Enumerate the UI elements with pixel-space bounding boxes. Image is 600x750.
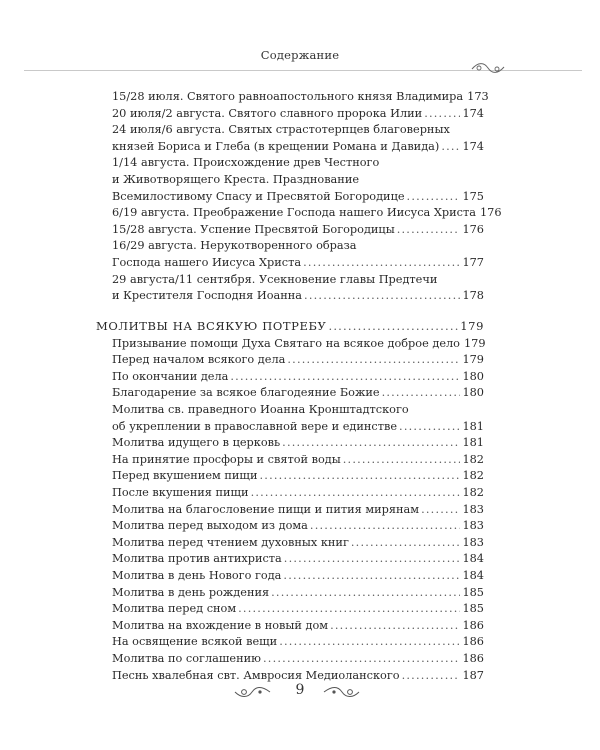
dot-leader — [230, 369, 460, 385]
toc-page-number: 173 — [467, 90, 489, 103]
dot-leader — [283, 568, 460, 584]
toc-entry[interactable] — [112, 288, 484, 304]
toc-entry[interactable] — [112, 336, 484, 352]
dot-leader — [424, 106, 460, 122]
toc-entry[interactable] — [112, 518, 484, 534]
toc-page-number: 184 — [462, 569, 484, 582]
toc-entry[interactable] — [112, 89, 489, 105]
dot-leader — [303, 255, 460, 271]
toc-page-number: 182 — [462, 486, 484, 499]
toc-page-number: 181 — [462, 436, 484, 450]
toc-entry-title: Молитва перед выходом из дома — [112, 519, 308, 533]
toc-page-number: 174 — [462, 106, 484, 120]
toc-page-number: 174 — [462, 139, 484, 153]
toc-entry-title: 20 июля/2 августа. Святого славного пророка Илии — [112, 106, 423, 120]
toc-entry-title: Перед началом всякого дела — [112, 353, 286, 367]
toc-entry[interactable] — [112, 551, 484, 567]
toc-entry-title: Молитва идущего в церковь — [112, 436, 281, 450]
toc-entry-line: 29 августа/11 сентября. Усекновение главы Предтечи — [112, 272, 438, 286]
toc-entry-title: На освящение всякой вещи — [112, 635, 278, 649]
toc-page-number: 177 — [462, 256, 484, 269]
toc-entry-title: Всемилостивому Спасу и Пресвятой Богородице — [112, 189, 405, 203]
toc-entry[interactable] — [112, 139, 484, 155]
dot-leader — [251, 485, 461, 501]
dot-leader — [310, 518, 461, 534]
toc-page-number: 183 — [462, 519, 484, 533]
toc-entry-title: По окончании дела — [112, 369, 229, 383]
toc-page-number: 180 — [462, 369, 484, 383]
toc-entry-title: Молитва на благословение пищи и пития мирянам — [112, 502, 420, 516]
toc-entry-title: Молитва на вхождение в новый дом — [112, 618, 329, 632]
toc-entry-title: 15/28 июля. Святого равноапостольного князя Владимира — [112, 90, 464, 103]
toc-entry[interactable] — [112, 585, 484, 601]
dot-leader — [279, 634, 460, 650]
toc-page-number: 182 — [462, 469, 484, 483]
toc-entry[interactable] — [112, 568, 484, 584]
toc-entry[interactable] — [112, 601, 484, 617]
toc-entry-title: После вкушения пищи — [112, 486, 249, 499]
toc-entry-title: Господа нашего Иисуса Христа — [112, 256, 302, 269]
toc-entry-line: 24 июля/6 августа. Святых страстотерпцев благоверных — [112, 123, 450, 137]
dot-leader — [399, 419, 460, 435]
toc-page-number: 180 — [462, 386, 484, 400]
page-number: 9 — [295, 682, 305, 698]
section-heading[interactable] — [96, 318, 484, 334]
toc-entry-title: Молитва в день рождения — [112, 585, 270, 599]
toc-entry-title: и Крестителя Господня Иоанна — [112, 289, 303, 303]
toc-entry[interactable] — [112, 205, 502, 221]
dot-leader — [263, 651, 460, 667]
toc-page-number: 183 — [462, 535, 484, 549]
toc-entry[interactable] — [112, 385, 484, 401]
dot-leader — [330, 618, 460, 634]
toc-entry-title: Призывание помощи Духа Святаго на всякое доброе дело — [112, 336, 460, 350]
right-flourish-ornament — [322, 684, 362, 700]
toc-page-number: 185 — [462, 602, 484, 616]
toc-page-number: 176 — [479, 206, 502, 220]
dot-leader — [407, 189, 461, 205]
dot-leader — [441, 139, 460, 155]
toc-entry-line: и Животворящего Креста. Празднование — [112, 173, 360, 186]
toc-entry-title: Благодарение за всякое благодеяние Божие — [112, 386, 380, 400]
toc-entry[interactable] — [112, 651, 484, 667]
toc-entry-title: князей Бориса и Глеба (в крещении Романа и Давида) — [112, 139, 440, 153]
toc-entry[interactable] — [112, 535, 484, 551]
toc-entry[interactable] — [112, 618, 484, 634]
toc-entry[interactable] — [112, 352, 484, 368]
toc-page-number: 186 — [462, 652, 484, 665]
toc-entry-title: Молитва по соглашению — [112, 652, 261, 665]
toc-entry-title: 15/28 августа. Успение Пресвятой Богородицы — [112, 222, 395, 236]
dot-leader — [284, 551, 461, 567]
toc-page-number: 183 — [462, 502, 484, 516]
toc-entry-title: Песнь хвалебная свт. Амвросия Медиоланского — [112, 668, 400, 682]
flourish-ornament — [470, 60, 506, 76]
toc-entry-title: МОЛИТВЫ НА ВСЯКУЮ ПОТРЕБУ — [96, 319, 327, 333]
toc-page-number: 179 — [464, 336, 486, 350]
toc-entry[interactable] — [112, 452, 484, 468]
toc-page-number: 185 — [462, 585, 484, 599]
toc-entry-title: Молитва перед чтением духовных книг — [112, 535, 349, 549]
toc-page-number: 186 — [462, 618, 484, 632]
toc-page-number: 179 — [460, 319, 484, 333]
toc-entry-title: Молитва в день Нового года — [112, 569, 282, 582]
dot-leader — [351, 535, 461, 551]
dot-leader — [287, 352, 460, 368]
toc-entry-title: Молитва перед сном — [112, 602, 237, 616]
toc-page-number: 187 — [462, 668, 484, 682]
toc-entry[interactable] — [112, 468, 484, 484]
toc-page-number: 182 — [462, 452, 484, 466]
toc-entry-title: Перед вкушением пищи — [112, 469, 258, 483]
dot-leader — [259, 468, 460, 484]
toc-entry[interactable] — [112, 255, 484, 271]
running-header: Содержание — [260, 48, 340, 62]
toc-entry[interactable] — [112, 189, 484, 205]
toc-entry[interactable] — [112, 485, 484, 501]
dot-leader — [382, 385, 461, 401]
dot-leader — [421, 502, 460, 518]
toc-entry[interactable] — [112, 106, 484, 122]
toc-page-number: 176 — [462, 222, 484, 236]
toc-page-number: 175 — [462, 189, 484, 203]
dot-leader — [271, 585, 460, 601]
dot-leader — [282, 435, 460, 451]
toc-entry-title: На принятие просфоры и святой воды — [112, 452, 341, 466]
toc-page-number: 184 — [462, 552, 484, 566]
toc-entry-title: об укреплении в православной вере и единстве — [112, 419, 398, 433]
toc-page-number: 179 — [462, 353, 484, 367]
toc-entry-line: 1/14 августа. Происхождение древ Честного — [112, 156, 380, 170]
dot-leader — [304, 288, 460, 304]
toc-entry[interactable] — [112, 502, 484, 518]
toc-entry-line: Молитва св. праведного Иоанна Кронштадтского — [112, 403, 409, 416]
dot-leader — [397, 222, 461, 238]
dot-leader — [343, 452, 461, 468]
toc-entry-line: 16/29 августа. Нерукотворенного образа — [112, 239, 357, 253]
toc-page-number: 178 — [462, 289, 484, 303]
toc-entry-title: 6/19 августа. Преображение Господа нашего Иисуса Христа — [112, 206, 476, 220]
toc-entry[interactable] — [112, 634, 484, 650]
toc-page-number: 186 — [462, 635, 484, 649]
toc-entry[interactable] — [112, 369, 484, 385]
toc-entry[interactable] — [112, 222, 484, 238]
dot-leader — [238, 601, 460, 617]
toc-entry[interactable] — [112, 435, 484, 451]
toc-page-number: 181 — [462, 419, 484, 433]
dot-leader — [328, 318, 458, 334]
toc-entry-title: Молитва против антихриста — [112, 552, 282, 566]
toc-entry[interactable] — [112, 419, 484, 435]
